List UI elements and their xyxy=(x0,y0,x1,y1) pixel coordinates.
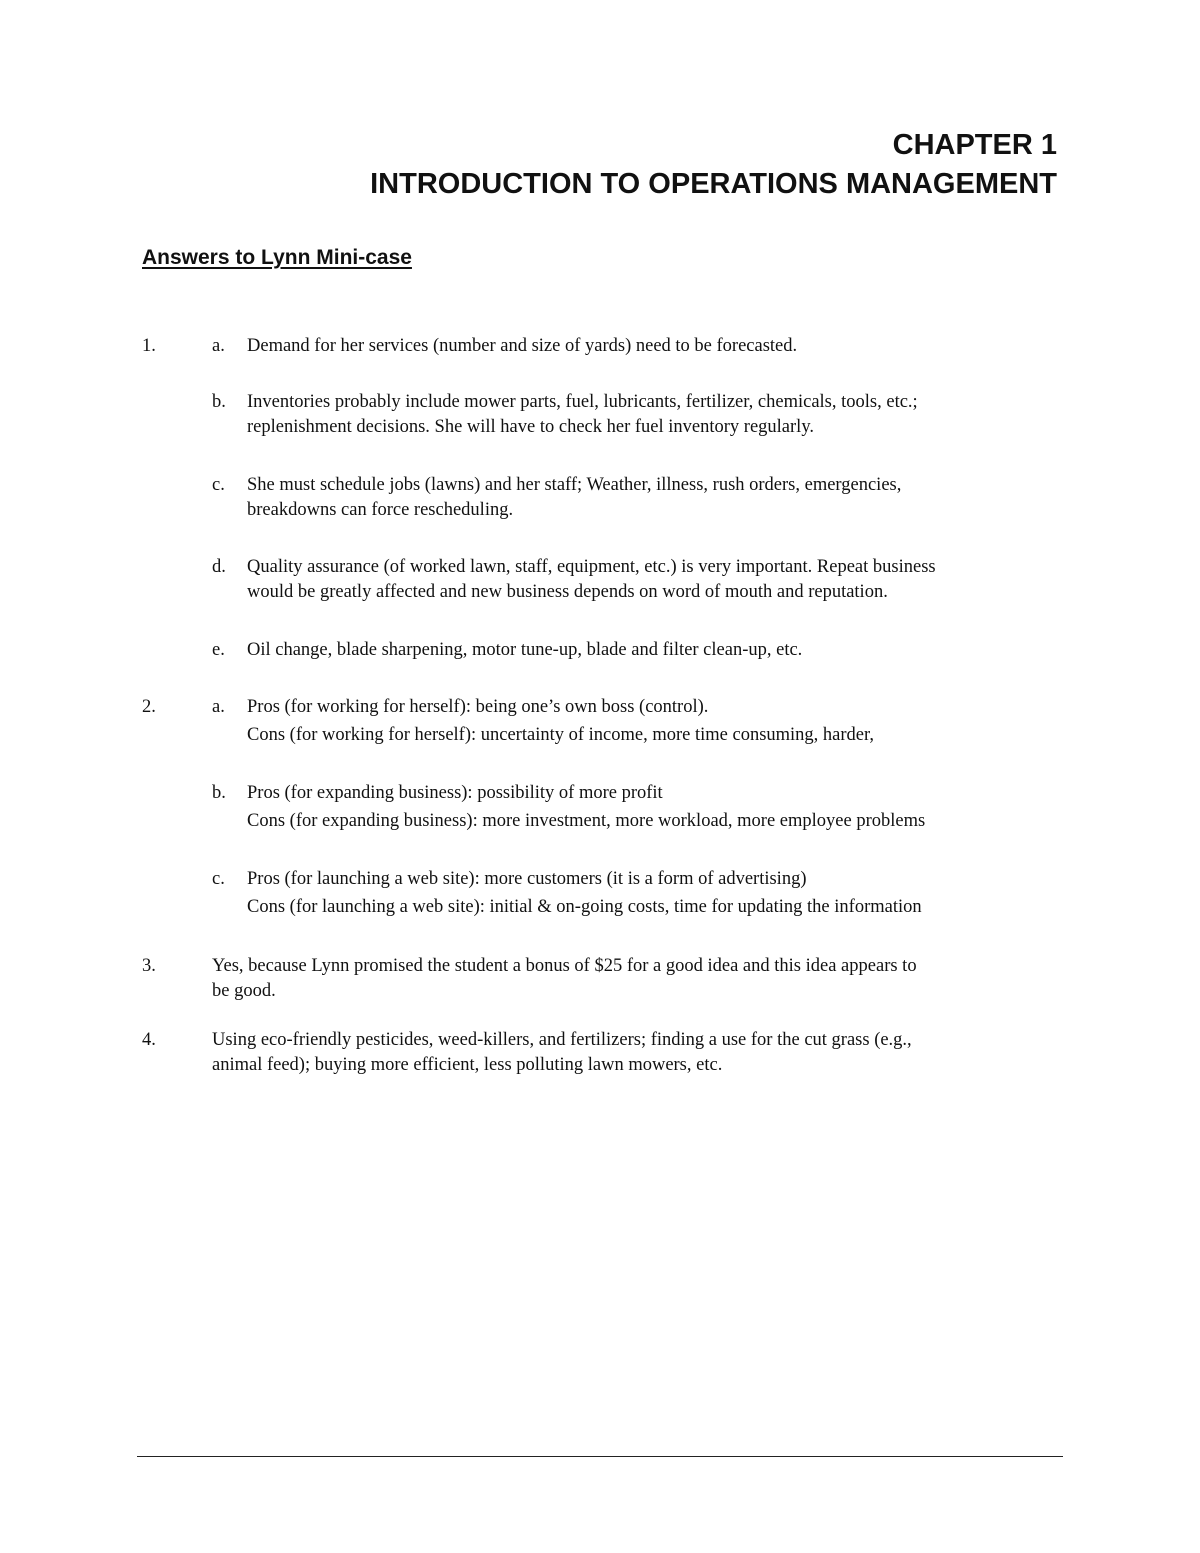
answer-1d-line-1: Quality assurance (of worked lawn, staff, equipment, etc.) is very important. Repeat business xyxy=(247,557,936,577)
answer-1d-line-2: would be greatly affected and new business depends on word of mouth and reputation. xyxy=(247,582,888,602)
answer-2a-text xyxy=(247,695,1067,748)
answer-1e-text xyxy=(247,638,1067,663)
answer-1b-line-1: Inventories probably include mower parts, fuel, lubricants, fertilizer, chemicals, tools, etc.; xyxy=(247,392,918,412)
answer-4-text xyxy=(212,1028,1062,1078)
answer-1c-letter: c. xyxy=(212,475,225,495)
answer-2c-cons: Cons (for launching a web site): initial & on-going costs, time for updating the information xyxy=(247,897,922,917)
answer-2b-cons: Cons (for expanding business): more investment, more workload, more employee problems xyxy=(247,811,926,831)
section-heading: Answers to Lynn Mini-case xyxy=(142,246,412,269)
chapter-title: INTRODUCTION TO OPERATIONS MANAGEMENT xyxy=(370,168,1057,200)
answer-1c-line-1: She must schedule jobs (lawns) and her staff; Weather, illness, rush orders, emergencies, xyxy=(247,475,902,495)
answer-1a-text xyxy=(247,334,1067,359)
answer-2b-letter: b. xyxy=(212,783,226,803)
answer-1a-line-1: Demand for her services (number and size of yards) need to be forecasted. xyxy=(247,336,798,356)
answer-2a-pros: Pros (for working for herself): being one’s own boss (control). xyxy=(247,697,709,717)
answer-2a-letter: a. xyxy=(212,697,225,717)
answer-1e-letter: e. xyxy=(212,640,225,660)
answer-1d-letter: d. xyxy=(212,557,226,577)
question-number-1: 1. xyxy=(142,336,156,356)
answer-1b-text xyxy=(247,390,1067,440)
answer-2a-cons: Cons (for working for herself): uncertainty of income, more time consuming, harder, xyxy=(247,725,875,745)
answer-3-line-2: be good. xyxy=(212,981,276,1001)
answer-1c-text xyxy=(247,473,1067,523)
chapter-number: CHAPTER 1 xyxy=(892,129,1057,161)
answer-4-line-2: animal feed); buying more efficient, less polluting lawn mowers, etc. xyxy=(212,1055,723,1075)
answer-1b-line-2: replenishment decisions. She will have to check her fuel inventory regularly. xyxy=(247,417,814,437)
question-number-2: 2. xyxy=(142,697,156,717)
answer-1a-letter: a. xyxy=(212,336,225,356)
question-number-3: 3. xyxy=(142,956,156,976)
answer-2b-pros: Pros (for expanding business): possibility of more profit xyxy=(247,783,663,803)
answer-2b-text xyxy=(247,781,1067,834)
footer-rule xyxy=(137,1456,1063,1457)
answer-2c-letter: c. xyxy=(212,869,225,889)
answer-1d-text xyxy=(247,555,1067,605)
answer-1b-letter: b. xyxy=(212,392,226,412)
chapter-header xyxy=(370,126,1057,204)
question-number-4: 4. xyxy=(142,1030,156,1050)
answer-4-line-1: Using eco-friendly pesticides, weed-killers, and fertilizers; finding a use for the cut grass (e.g., xyxy=(212,1030,912,1050)
answer-1e-line-1: Oil change, blade sharpening, motor tune-up, blade and filter clean-up, etc. xyxy=(247,640,803,660)
answer-1c-line-2: breakdowns can force rescheduling. xyxy=(247,500,514,520)
answer-3-text xyxy=(212,954,1062,1004)
answer-2c-text xyxy=(247,867,1067,920)
answer-3-line-1: Yes, because Lynn promised the student a bonus of $25 for a good idea and this idea appears to xyxy=(212,956,917,976)
answer-2c-pros: Pros (for launching a web site): more customers (it is a form of advertising) xyxy=(247,869,807,889)
